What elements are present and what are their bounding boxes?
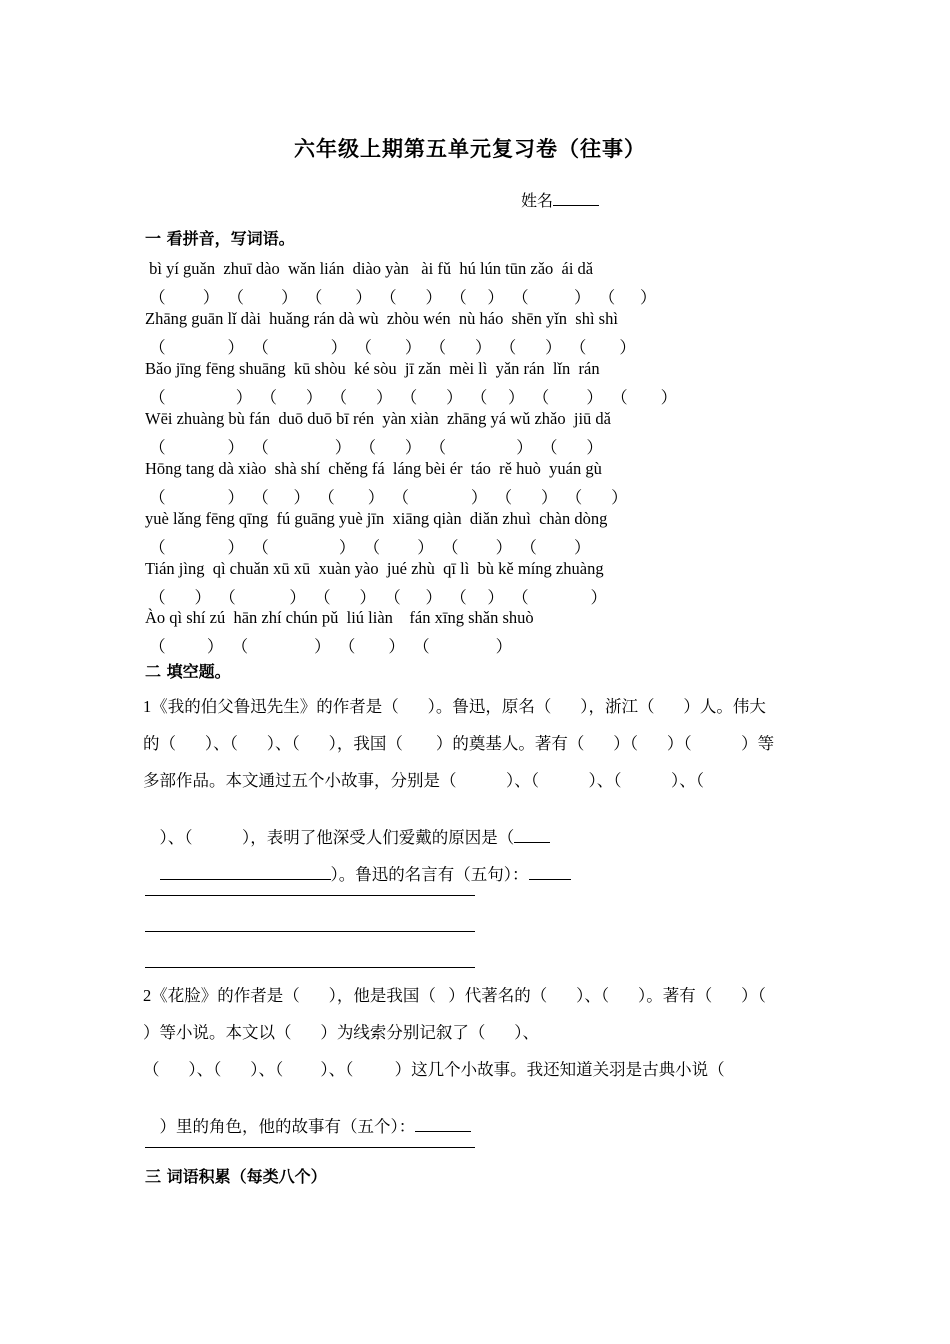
q1-line: 多部作品。本文通过五个小故事，分别是（ ）、（ ）、（ ）、（ <box>143 771 704 790</box>
pinyin-row: yuè lǎng fēng qīng fú guāng yuè jīn xiāng qiàn diǎn zhuì chàn dòng <box>145 509 608 528</box>
section2-heading: 二 填空题。 <box>145 662 231 681</box>
page-title: 六年级上期第五单元复习卷（往事） <box>294 136 646 161</box>
bracket-row[interactable]: （ ） （ ） （ ） （ ） （ ） （ ） （ ） <box>145 388 678 407</box>
name-field <box>521 188 599 211</box>
bracket-row[interactable]: （ ） （ ） （ ） （ ） （ ） （ ） （ ） <box>145 288 657 307</box>
bracket-row[interactable]: （ ） （ ） （ ） （ ） <box>145 637 513 656</box>
section3-heading: 三 词语积累（每类八个） <box>145 1167 327 1186</box>
bracket-row[interactable]: （ ） （ ） （ ） （ ） （ ） <box>145 438 603 457</box>
pinyin-row: Wēi zhuàng bù fán duō duō bī rén yàn xiàn zhāng yá wǔ zhǎo jiū dǎ <box>145 409 611 428</box>
pinyin-row: Hōng tang dà xiào shà shí chěng fá láng bèi ér táo rě huò yuán gù <box>145 459 602 478</box>
answer-line[interactable] <box>145 931 475 932</box>
pinyin-row: Bǎo jīng fēng shuāng kū shòu ké sòu jī zǎn mèi lì yǎn rán lǐn rán <box>145 359 600 378</box>
q1-line-text: ）、（ ），表明了他深受人们爱戴的原因是（ <box>159 828 515 847</box>
pinyin-row: Tián jìng qì chuǎn xū xū xuàn yào jué zhù qī lì bù kě míng zhuàng <box>145 559 604 578</box>
bracket-row[interactable]: （ ） （ ） （ ） （ ） （ ） （ ） <box>145 488 628 507</box>
q1-line: 1《我的伯父鲁迅先生》的作者是（ ）。鲁迅，原名（ ），浙江（ ）人。伟大 <box>143 697 766 716</box>
pinyin-row: Zhāng guān lǐ dài huǎng rán dà wù zhòu wén nù háo shēn yǐn shì shì <box>145 309 618 328</box>
q2-line: （ ）、（ ）、（ ）、（ ）这几个小故事。我还知道关羽是古典小说（ <box>143 1060 725 1079</box>
answer-line[interactable] <box>145 1147 475 1148</box>
q2-line: 2《花脸》的作者是（ ），他是我国（ ）代著名的（ ）、（ ）。著有（ ）（ <box>143 986 766 1005</box>
name-label: 姓名 <box>521 191 554 210</box>
pinyin-row: Ào qì shí zú hān zhí chún pǔ liú liàn fán xīng shǎn shuò <box>145 608 534 627</box>
answer-blank[interactable] <box>160 879 331 880</box>
section1-heading: 一 看拼音，写词语。 <box>145 229 295 248</box>
pinyin-row: bì yí guǎn zhuī dào wǎn lián diào yàn ài fǔ hú lún tūn zǎo ái dǎ <box>145 259 594 278</box>
answer-line[interactable] <box>145 967 475 968</box>
bracket-row[interactable]: （ ） （ ） （ ） （ ） （ ） <box>145 538 591 557</box>
name-blank[interactable] <box>553 205 599 206</box>
q1-line-text: ）。鲁迅的名言有（五句）： <box>330 865 529 884</box>
q2-line: ）等小说。本文以（ ）为线索分别记叙了（ ）、 <box>143 1023 539 1042</box>
answer-line[interactable] <box>145 895 475 896</box>
q2-line-text: ）里的角色，他的故事有（五个）： <box>159 1117 416 1136</box>
bracket-row[interactable]: （ ） （ ） （ ） （ ） （ ） （ ） <box>145 338 636 357</box>
answer-blank[interactable] <box>529 879 571 880</box>
q1-line: 的（ ）、（ ）、（ ），我国（ ）的奠基人。著有（ ）（ ）（ ）等 <box>143 734 775 753</box>
answer-blank[interactable] <box>415 1131 471 1132</box>
bracket-row[interactable]: （ ） （ ） （ ） （ ） （ ） （ ） <box>145 588 607 607</box>
